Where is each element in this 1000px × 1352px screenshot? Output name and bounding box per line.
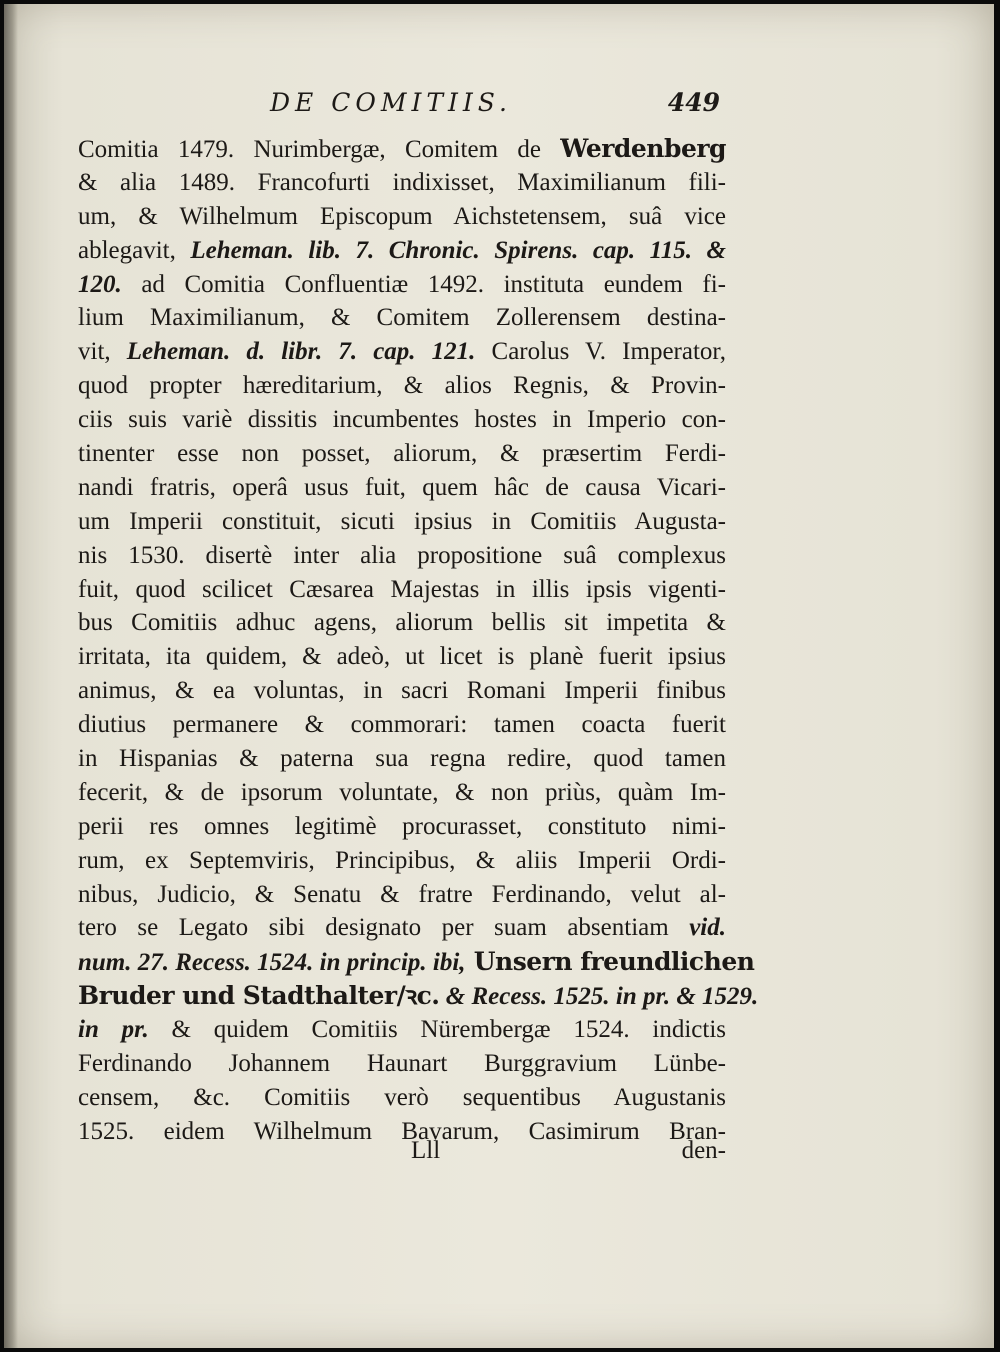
text-line: tero se Legato sibi designato per suam absentiam vid. <box>78 914 726 942</box>
text-line: perii res omnes legitimè procurasset, constituto nimi- <box>78 812 726 840</box>
citation: num. 27. Recess. 1524. in princip. ibi, <box>78 949 466 977</box>
fraktur-word: Bruder und Stadthalter/ꝛc. <box>78 981 440 1011</box>
catchword: den- <box>681 1137 726 1164</box>
citation: Leheman. d. libr. 7. cap. 121. <box>126 338 476 366</box>
body-text <box>78 132 759 1149</box>
text-line: ciis suis variè dissitis incumbentes hostes in Imperio con- <box>78 406 726 434</box>
text-line: irritata, ita quidem, & adeò, ut licet is planè fuerit ipsius <box>78 643 726 671</box>
text-line: 1525. eidem Wilhelmum Bavarum, Casimirum Bran- <box>78 1117 726 1145</box>
text-line: um, & Wilhelmum Episcopum Aichstetensem, suâ vice <box>78 202 726 230</box>
text-line: & alia 1489. Francofurti indixisset, Maximilianum fili- <box>78 168 726 196</box>
text-line: um Imperii constituit, sicuti ipsius in Comitiis Augusta- <box>78 507 726 535</box>
citation: Leheman. lib. 7. Chronic. Spirens. cap. 115. & <box>190 236 726 264</box>
text-line: animus, & ea voluntas, in sacri Romani Imperii finibus <box>78 677 726 705</box>
text-line: in pr. & quidem Comitiis Nürembergæ 1524. indictis <box>78 1016 726 1044</box>
page-binding-edge <box>4 4 18 1348</box>
text-line: nibus, Judicio, & Senatu & fratre Ferdinando, velut al- <box>78 880 726 908</box>
citation: in pr. <box>78 1016 149 1044</box>
text-line: lium Maximilianum, & Comitem Zollerensem destina- <box>78 304 726 332</box>
text-line: Comitia 1479. Nurimbergæ, Comitem de Werdenberg <box>78 134 726 163</box>
text-line <box>78 979 759 1013</box>
text-line <box>78 945 755 979</box>
citation: & Recess. 1525. in pr. & 1529. <box>439 983 759 1011</box>
running-title: DE COMITIIS. <box>270 88 512 117</box>
signature-mark: Lll <box>411 1137 441 1164</box>
text-line: nandi fratris, operâ usus fuit, quem hâc de causa Vicari- <box>78 473 726 501</box>
text-line: Ferdinando Johannem Haunart Burggravium Lünbe- <box>78 1050 726 1078</box>
citation: vid. <box>689 914 726 942</box>
text-line: fuit, quod scilicet Cæsarea Majestas in illis ipsis vigenti- <box>78 575 726 603</box>
text-line: bus Comitiis adhuc agens, aliorum bellis sit impetita & <box>78 609 726 637</box>
text-line: fecerit, & de ipsorum voluntate, & non priùs, quàm Im- <box>78 778 726 806</box>
text-line: 120. ad Comitia Confluentiæ 1492. instituta eundem fi- <box>78 270 726 298</box>
text-line: censem, &c. Comitiis verò sequentibus Augustanis <box>78 1083 726 1111</box>
citation: 120. <box>78 270 122 298</box>
text-line: diutius permanere & commorari: tamen coacta fuerit <box>78 711 726 739</box>
text-line: quod propter hæreditarium, & alios Regnis, & Provin- <box>78 372 726 400</box>
text-line: vit, Leheman. d. libr. 7. cap. 121. Carolus V. Imperator, <box>78 338 726 366</box>
fraktur-word: Unsern freundlichen <box>465 947 755 977</box>
page-footer <box>78 1137 726 1169</box>
text-line: ablegavit, Leheman. lib. 7. Chronic. Spirens. cap. 115. & <box>78 236 726 264</box>
page-header <box>270 88 720 128</box>
text-line: nis 1530. disertè inter alia propositione suâ complexus <box>78 541 726 569</box>
page-number: 449 <box>667 88 720 117</box>
fraktur-word: Werdenberg <box>560 134 726 163</box>
text-line: in Hispanias & paterna sua regna redire, quod tamen <box>78 745 726 773</box>
text-line: tinenter esse non posset, aliorum, & præsertim Ferdi- <box>78 440 726 468</box>
text-line: rum, ex Septemviris, Principibus, & aliis Imperii Ordi- <box>78 846 726 874</box>
